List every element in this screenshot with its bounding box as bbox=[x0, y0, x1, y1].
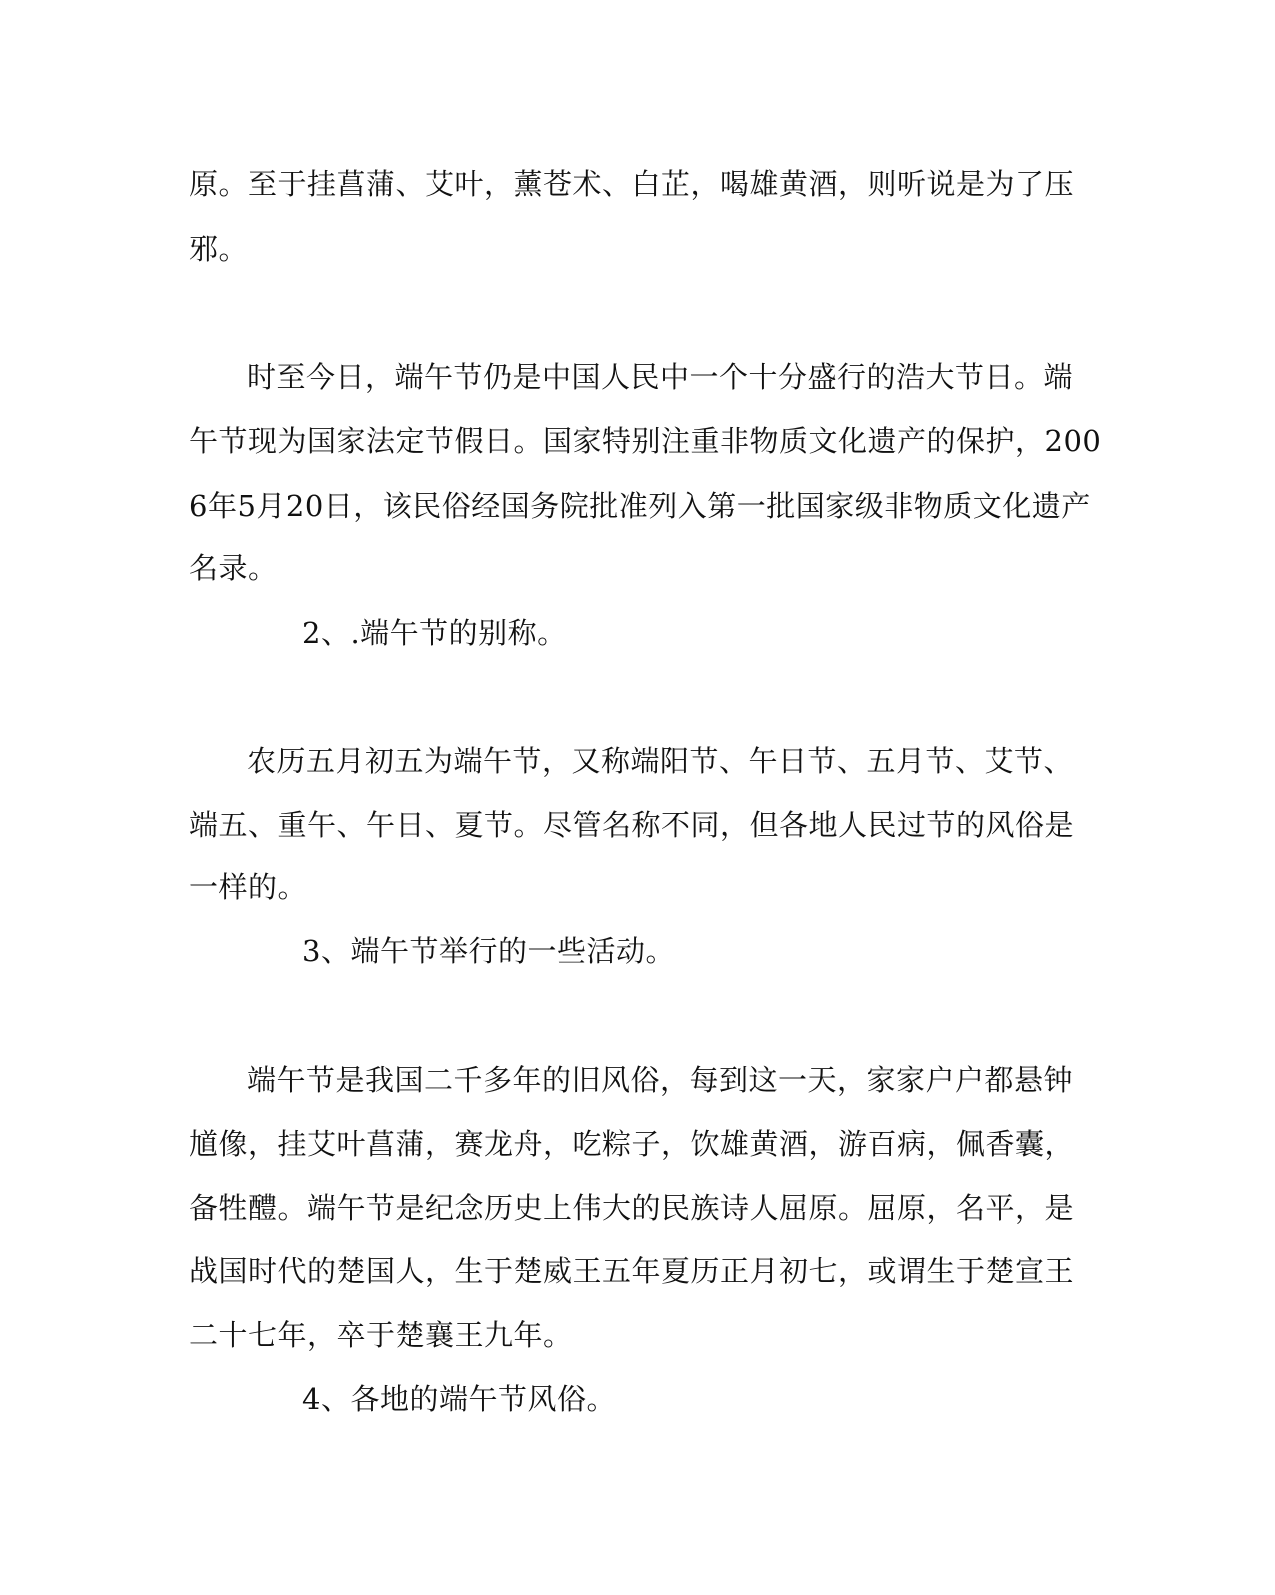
paragraph-1-line-1: 原。至于挂菖蒲、艾叶，薰苍术、白芷，喝雄黄酒，则听说是为了压 bbox=[189, 167, 1075, 201]
paragraph-1-line-2: 邪。 bbox=[189, 232, 249, 266]
section-heading-4: 4、各地的端午节风俗。 bbox=[302, 1382, 616, 1416]
section-heading-3: 3、端午节举行的一些活动。 bbox=[302, 934, 675, 968]
paragraph-2-line-4: 名录。 bbox=[189, 551, 278, 585]
paragraph-4-line-3: 备牲醴。端午节是纪念历史上伟大的民族诗人屈原。屈原，名平，是 bbox=[189, 1191, 1075, 1225]
paragraph-2-line-2: 午节现为国家法定节假日。国家特别注重非物质文化遗产的保护，200 bbox=[189, 424, 1102, 458]
paragraph-2-line-3: 6年5月20日，该民俗经国务院批准列入第一批国家级非物质文化遗产 bbox=[189, 489, 1091, 523]
paragraph-3-line-3: 一样的。 bbox=[189, 870, 308, 904]
paragraph-4-line-5: 二十七年，卒于楚襄王九年。 bbox=[189, 1318, 573, 1352]
paragraph-4-line-2: 馗像，挂艾叶菖蒲，赛龙舟，吃粽子，饮雄黄酒，游百病，佩香囊， bbox=[189, 1127, 1075, 1161]
paragraph-2-line-1: 时至今日，端午节仍是中国人民中一个十分盛行的浩大节日。端 bbox=[247, 360, 1074, 394]
section-heading-2: 2、.端午节的别称。 bbox=[302, 616, 567, 650]
paragraph-3-line-1: 农历五月初五为端午节，又称端阳节、午日节、五月节、艾节、 bbox=[247, 744, 1074, 778]
paragraph-4-line-4: 战国时代的楚国人，生于楚威王五年夏历正月初七，或谓生于楚宣王 bbox=[189, 1254, 1075, 1288]
paragraph-4-line-1: 端午节是我国二千多年的旧风俗，每到这一天，家家户户都悬钟 bbox=[247, 1063, 1074, 1097]
paragraph-3-line-2: 端五、重午、午日、夏节。尽管名称不同，但各地人民过节的风俗是 bbox=[189, 808, 1075, 842]
